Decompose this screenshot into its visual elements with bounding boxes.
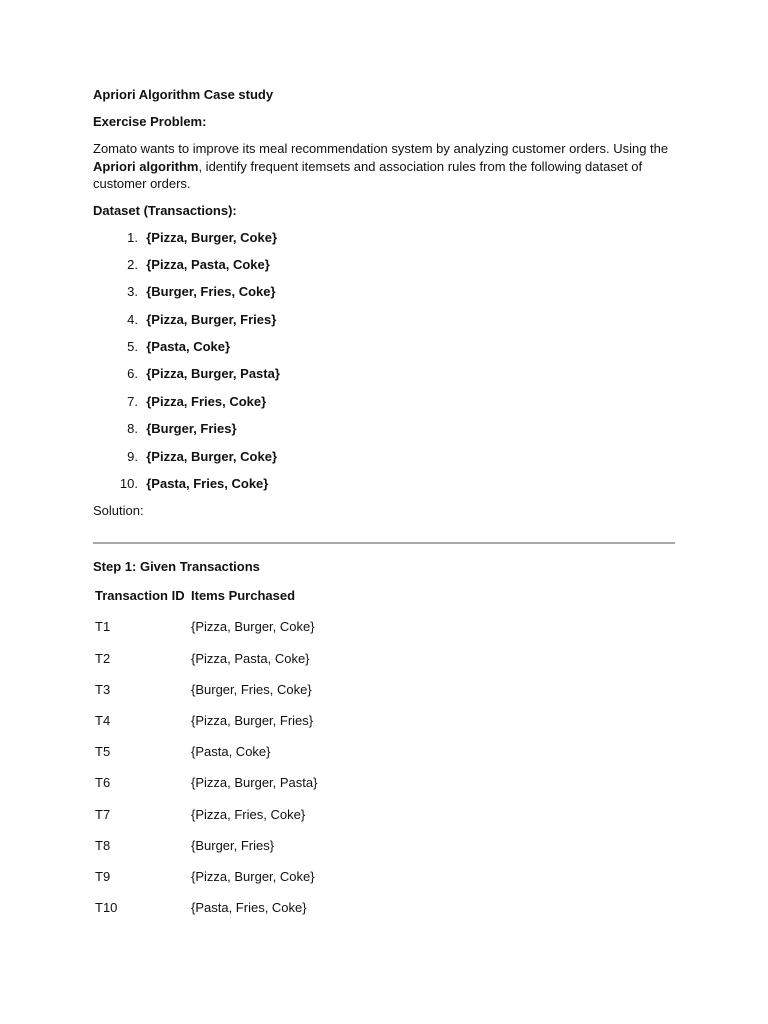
table-body	[93, 618, 317, 930]
table-cell-transaction-id: T5	[95, 744, 111, 760]
table-cell-items: {Pizza, Burger, Coke}	[191, 619, 315, 635]
table-cell-transaction-id: T4	[95, 712, 111, 728]
list-item	[93, 283, 675, 310]
table-cell-items: {Pizza, Pasta, Coke}	[191, 650, 310, 666]
table-row	[93, 868, 317, 899]
table-cell-transaction-id: T9	[95, 868, 111, 884]
transactions-list	[93, 229, 675, 503]
list-item	[93, 420, 675, 447]
step1-heading: Step 1: Given Transactions	[93, 559, 260, 575]
list-item-number-text: 1.	[127, 229, 138, 245]
table-row	[93, 899, 317, 930]
table-cell-transaction-id: T3	[95, 681, 111, 697]
list-item-number-text: 4.	[127, 311, 138, 327]
document-page	[93, 86, 675, 930]
table-header-row	[93, 587, 317, 618]
table-header-items-purchased: Items Purchased	[191, 588, 296, 604]
list-item-items: {Pizza, Burger, Coke}	[146, 229, 278, 245]
table-row	[93, 618, 317, 649]
horizontal-divider	[93, 542, 675, 544]
table-cell-items: {Pasta, Coke}	[191, 744, 271, 760]
exercise-heading: Exercise Problem:	[93, 114, 207, 129]
table-row	[93, 681, 317, 712]
dataset-heading: Dataset (Transactions):	[93, 202, 237, 218]
table-cell-transaction-id: T2	[95, 650, 111, 666]
list-item-number-text: 7.	[127, 393, 138, 409]
intro-paragraph	[93, 140, 675, 193]
list-item-items: {Burger, Fries}	[146, 421, 237, 437]
list-item-number	[93, 311, 138, 338]
list-item-items: {Pizza, Fries, Coke}	[146, 393, 267, 409]
list-item-items: {Pizza, Pasta, Coke}	[146, 256, 270, 272]
table-cell-items: {Pasta, Fries, Coke}	[191, 900, 307, 916]
list-item-number	[93, 420, 138, 447]
transactions-table	[93, 587, 317, 930]
list-item-items: {Pasta, Fries, Coke}	[146, 476, 269, 492]
list-item	[93, 393, 675, 420]
list-item-items: {Pizza, Burger, Fries}	[146, 311, 277, 327]
table-row	[93, 650, 317, 681]
table-row	[93, 837, 317, 868]
table-cell-transaction-id: T6	[95, 775, 111, 791]
list-item-number-text: 3.	[127, 284, 138, 300]
intro-text-before: Zomato wants to improve its meal recommendation system by analyzing customer orders. Using the	[93, 141, 669, 156]
list-item-number-text: 5.	[127, 339, 138, 355]
table-cell-transaction-id: T7	[95, 806, 111, 822]
list-item-items: {Burger, Fries, Coke}	[146, 284, 276, 300]
table-cell-items: {Burger, Fries}	[191, 837, 275, 853]
list-item-number	[93, 365, 138, 392]
list-item-number-text: 2.	[127, 256, 138, 272]
list-item	[93, 448, 675, 475]
document-title: Apriori Algorithm Case study	[93, 87, 274, 102]
table-cell-items: {Burger, Fries, Coke}	[191, 681, 312, 697]
list-item	[93, 311, 675, 338]
table-row	[93, 743, 317, 774]
list-item-number	[93, 448, 138, 475]
solution-label: Solution:	[93, 503, 144, 519]
list-item-number	[93, 229, 138, 256]
table-cell-items: {Pizza, Fries, Coke}	[191, 806, 306, 822]
intro-text-bold: Apriori algorithm	[93, 158, 199, 174]
list-item-number	[93, 338, 138, 365]
table-cell-transaction-id: T10	[95, 900, 118, 916]
table-row	[93, 712, 317, 743]
list-item	[93, 338, 675, 365]
table-cell-items: {Pizza, Burger, Fries}	[191, 712, 314, 728]
table-cell-transaction-id: T8	[95, 837, 111, 853]
table-row	[93, 774, 317, 805]
table-row	[93, 806, 317, 837]
intro-text-after: , identify frequent itemsets and association rules from the following dataset of customer orders.	[93, 158, 643, 191]
list-item-items: {Pizza, Burger, Coke}	[146, 448, 278, 464]
list-item-number	[93, 256, 138, 283]
list-item-items: {Pasta, Coke}	[146, 339, 231, 355]
table-cell-transaction-id: T1	[95, 619, 111, 635]
list-item-number-text: 10.	[119, 476, 138, 492]
list-item	[93, 475, 675, 502]
table-header-transaction-id: Transaction ID	[95, 588, 185, 604]
list-item-number	[93, 393, 138, 420]
list-item-number-text: 8.	[127, 421, 138, 437]
list-item	[93, 256, 675, 283]
list-item-number-text: 9.	[127, 448, 138, 464]
list-item-items: {Pizza, Burger, Pasta}	[146, 366, 280, 382]
table-cell-items: {Pizza, Burger, Coke}	[191, 868, 315, 884]
list-item-number	[93, 283, 138, 310]
list-item-number-text: 6.	[127, 366, 138, 382]
list-item	[93, 365, 675, 392]
list-item-number	[93, 475, 138, 502]
table-cell-items: {Pizza, Burger, Pasta}	[191, 775, 318, 791]
list-item	[93, 229, 675, 256]
